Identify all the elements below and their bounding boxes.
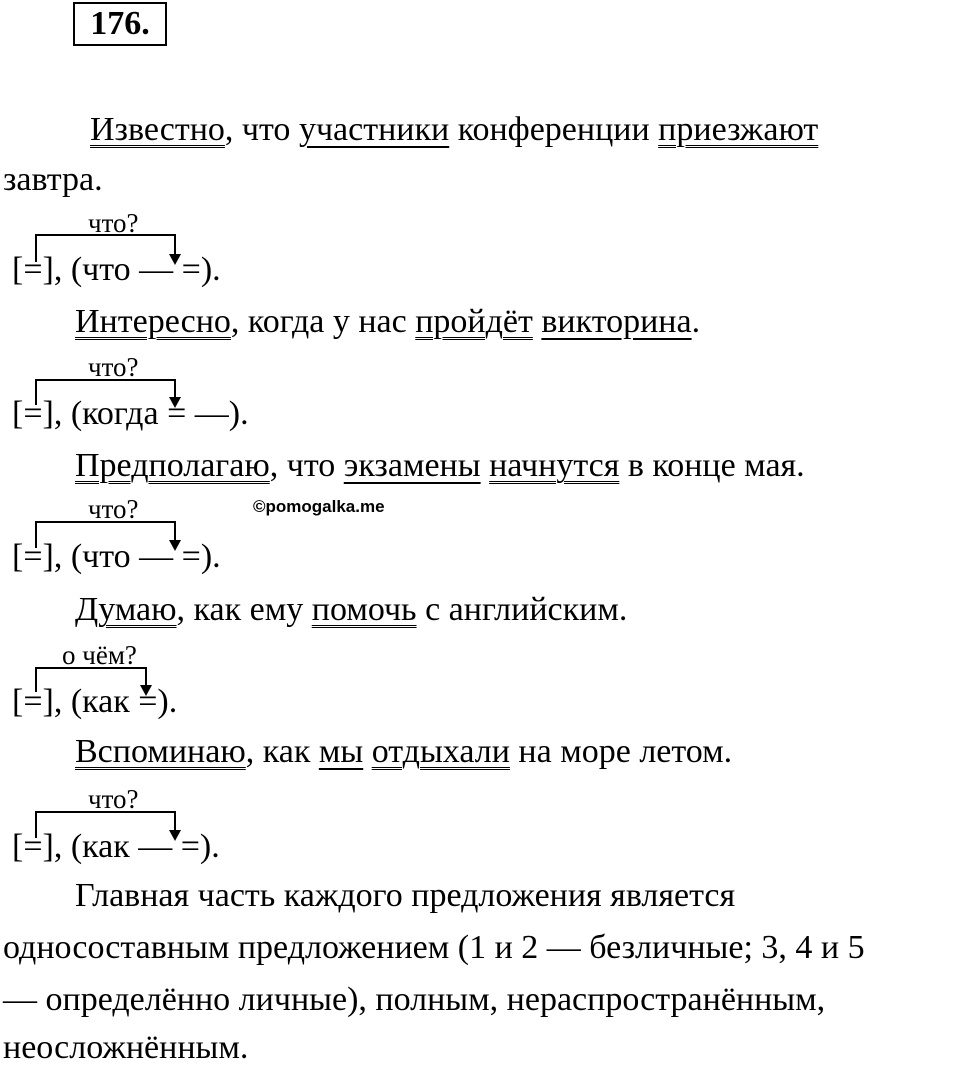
exercise-number: 176. — [73, 2, 167, 46]
sentence-1-line-2: завтра. — [3, 161, 103, 198]
subject: экзамены — [343, 447, 481, 484]
question-label-1: что? — [88, 208, 139, 238]
question-label-2: что? — [88, 352, 139, 382]
sentence-2: Интересно, когда у нас пройдёт викторина. — [75, 303, 701, 340]
main-predicate: Предполагаю — [75, 447, 270, 484]
scheme-5: [=], (как — =). — [12, 828, 220, 865]
main-predicate: Вспоминаю — [75, 733, 246, 770]
watermark: ©pomogalka.me — [253, 497, 385, 516]
question-label-3: что? — [88, 494, 139, 524]
scheme-2: [=], (когда = —). — [12, 395, 249, 432]
main-predicate: Известно — [90, 111, 225, 148]
main-predicate: Интересно — [75, 303, 231, 340]
question-label-5: что? — [88, 784, 139, 814]
sentence-3: Предполагаю, что экзамены начнутся в конце мая. — [75, 447, 805, 484]
scheme-1: [=], (что — =). — [12, 251, 221, 288]
subject: мы — [318, 733, 364, 770]
subject: участники — [298, 111, 450, 148]
predicate: помочь — [311, 591, 417, 628]
predicate: начнутся — [489, 447, 620, 484]
main-predicate: Думаю — [75, 591, 177, 628]
conclusion-line-2: односоставным предложением (1 и 2 — безличные; 3, 4 и 5 — [3, 929, 865, 966]
predicate: отдыхали — [371, 733, 510, 770]
subject: викторина — [541, 303, 692, 340]
scheme-4: [=], (как =). — [12, 683, 178, 720]
sentence-5: Вспоминаю, как мы отдыхали на море летом. — [75, 733, 733, 770]
scheme-3: [=], (что — =). — [12, 538, 221, 575]
predicate: пройдёт — [415, 303, 533, 340]
conclusion-line-3: — определённо личные), полным, нераспространённым, — [3, 981, 826, 1018]
question-label-4: о чём? — [62, 640, 137, 670]
sentence-4: Думаю, как ему помочь с английским. — [75, 591, 628, 628]
conclusion-line-1: Главная часть каждого предложения является — [75, 877, 736, 914]
sentence-1-line-1: Известно, что участники конференции приезжают — [90, 111, 819, 148]
predicate: приезжают — [658, 111, 819, 148]
conclusion-line-4: неосложнённым. — [3, 1029, 249, 1066]
